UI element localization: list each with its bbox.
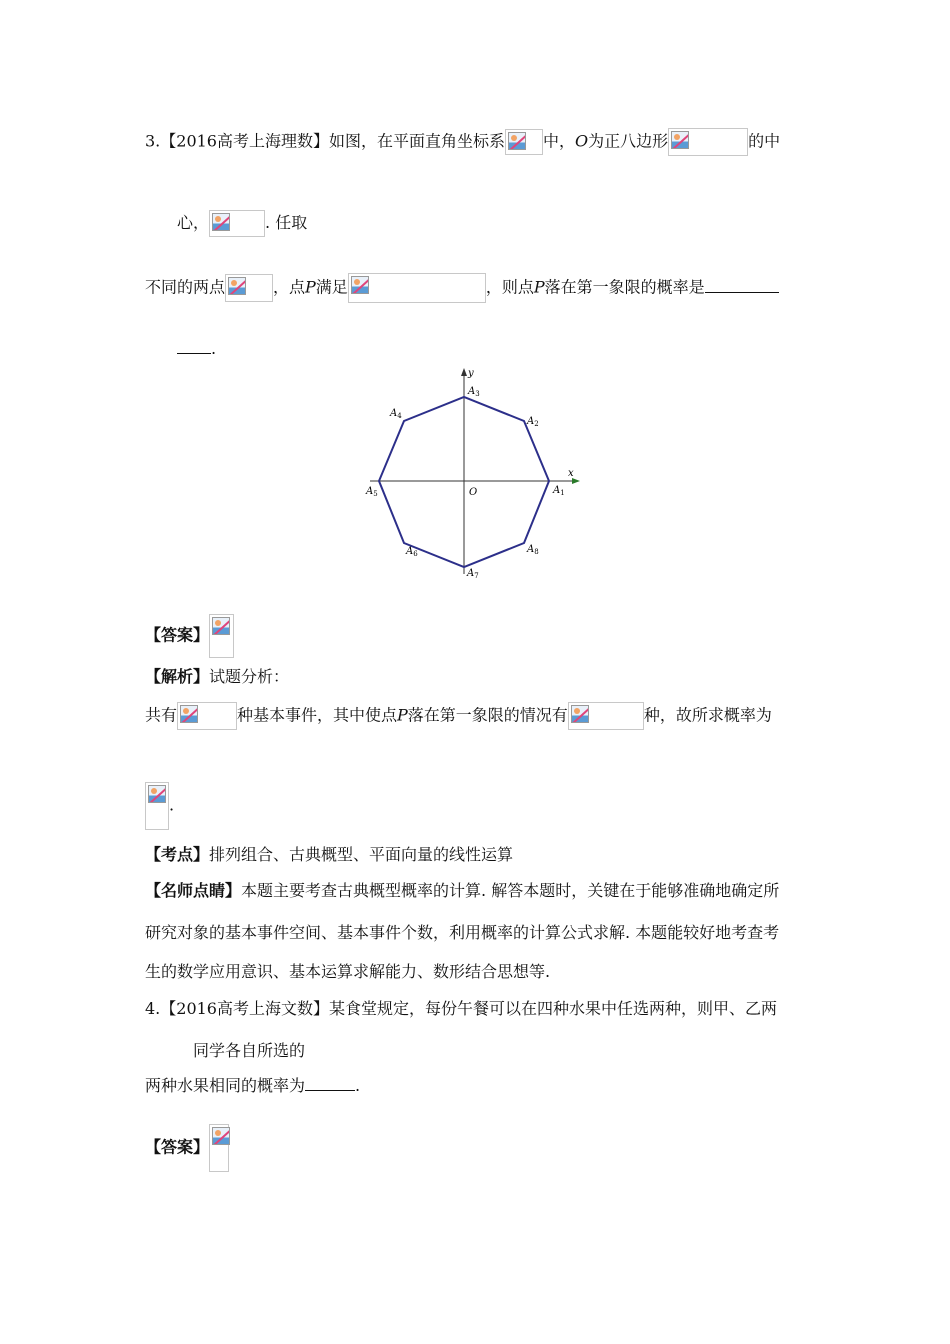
formula-image <box>568 702 644 730</box>
mingshi-text: 本题主要考查古典概型概率的计算. 解答本题时，关键在于能够准确地确定所 <box>241 881 780 900</box>
q3-line-2 <box>177 210 307 237</box>
q3-text: 满足 <box>315 277 348 297</box>
q3-symbol-o: O <box>575 131 589 151</box>
analysis-line-1 <box>145 702 772 730</box>
mingshi-text: 生的数学应用意识、基本运算求解能力、数形结合思想等. <box>145 962 551 981</box>
formula-image <box>505 129 543 155</box>
analysis-line-2 <box>145 782 174 830</box>
q3-line-3 <box>145 273 779 303</box>
vertex-label-a8: $A_8$ <box>527 544 539 556</box>
vertex-label-a2: $A_2$ <box>527 416 539 428</box>
analysis-text: 共有 <box>145 705 178 725</box>
q4-line-3 <box>145 1075 360 1097</box>
formula-image <box>209 210 265 237</box>
q3-text: . 任取 <box>265 213 308 232</box>
q3-text: 中， <box>543 131 576 151</box>
q3-number: 3. <box>145 131 161 151</box>
q3-text: 不同的两点 <box>145 277 226 297</box>
q4-line-2 <box>193 1040 305 1062</box>
mingshi-label: 【名师点睛】 <box>145 881 242 900</box>
analysis-text: 种基本事件，其中使点 <box>237 705 398 725</box>
vertex-label-a3: $A_3$ <box>468 386 480 398</box>
octagon-figure <box>350 362 590 582</box>
origin-label: O <box>469 487 478 498</box>
kaodian-row <box>145 844 513 866</box>
answer4-label: 【答案】 <box>145 1137 210 1157</box>
analysis-symbol-p: P <box>397 705 408 725</box>
mingshi-line-3 <box>145 961 550 983</box>
vertex-label-a6: $A_6$ <box>406 546 418 558</box>
analysis-text: . <box>169 795 175 815</box>
q4-text: 某食堂规定，每份午餐可以在四种水果中任选两种，则甲、乙两 <box>329 999 778 1018</box>
vertex-label-a1: $A_1$ <box>553 485 565 497</box>
q3-symbol-p: P <box>533 277 545 297</box>
q4-text: 两种水果相同的概率为 <box>145 1076 306 1095</box>
q3-text: ，则点 <box>485 277 534 297</box>
formula-image <box>177 702 237 730</box>
answer3-label: 【答案】 <box>145 625 210 645</box>
answer-blank <box>705 278 779 293</box>
mingshi-line-2 <box>145 922 779 944</box>
answer4-row <box>145 1124 229 1172</box>
analysis-text: 种，故所求概率为 <box>643 705 772 725</box>
answer-blank <box>177 339 211 354</box>
kaodian-label: 【考点】 <box>145 845 210 864</box>
q3-line-4 <box>177 338 216 360</box>
vertex-labels <box>365 386 565 580</box>
q3-source: 【2016高考上海理数】 <box>160 131 329 151</box>
q3-text: 心， <box>177 213 210 232</box>
answer-image <box>209 614 234 658</box>
q4-line-1 <box>145 998 777 1020</box>
answer3-row <box>145 614 234 658</box>
kaodian-text: 排列组合、古典概型、平面向量的线性运算 <box>209 845 514 864</box>
formula-image <box>225 274 273 302</box>
q4-number: 4. <box>145 999 161 1018</box>
q3-text: 落在第一象限的概率是 <box>544 277 705 297</box>
formula-image <box>668 128 748 156</box>
q3-text: 如图，在平面直角坐标系 <box>329 131 506 151</box>
q4-text: 同学各自所选的 <box>193 1041 306 1060</box>
q3-text: 的中 <box>748 131 781 151</box>
vertex-label-a7: $A_7$ <box>467 568 479 580</box>
y-axis-arrow <box>461 368 467 376</box>
y-axis-label: y <box>468 368 474 379</box>
analysis-heading <box>145 666 289 688</box>
analysis-label: 【解析】 <box>145 667 210 686</box>
mingshi-text: 研究对象的基本事件空间、基本事件个数，利用概率的计算公式求解. 本题能较好地考查考 <box>145 923 780 942</box>
vertex-label-a5: $A_5$ <box>366 486 378 498</box>
q4-source: 【2016高考上海文数】 <box>160 999 329 1018</box>
q4-text: . <box>355 1076 361 1095</box>
mingshi-line-1 <box>145 880 779 902</box>
formula-image <box>348 273 486 303</box>
answer-image <box>209 1124 229 1172</box>
analysis-intro: 试题分析： <box>209 667 290 686</box>
q3-text: . <box>211 339 217 358</box>
vertex-label-a4: $A_4$ <box>390 408 402 420</box>
formula-image <box>145 782 169 830</box>
q3-text: ，点 <box>273 277 306 297</box>
analysis-text: 落在第一象限的情况有 <box>407 705 568 725</box>
q3-line-1 <box>145 128 780 156</box>
answer-blank <box>305 1076 355 1091</box>
x-axis-label: x <box>568 468 574 479</box>
q3-text: 为正八边形 <box>588 131 669 151</box>
q3-symbol-p: P <box>305 277 316 297</box>
